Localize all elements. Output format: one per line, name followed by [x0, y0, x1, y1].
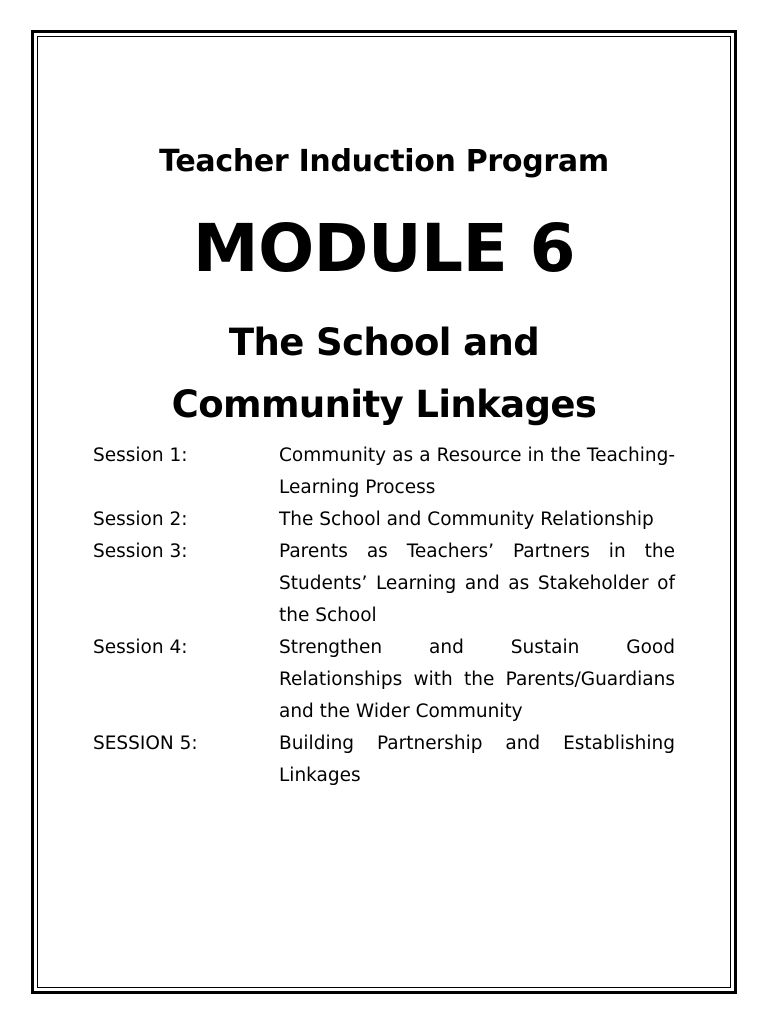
session-description: Building Partnership and Establishing Linkages: [279, 733, 675, 786]
subtitle-line-1: The School and: [228, 321, 540, 364]
session-description: The School and Community Relationship: [279, 509, 654, 530]
module-subtitle: [0, 312, 768, 436]
module-title: MODULE 6: [192, 210, 576, 287]
session-description: Strengthen and Sustain Good Relationships with the Parents/Guardians and the Wider Community: [279, 637, 675, 722]
session-row-5: [93, 728, 675, 792]
session-row-4: [93, 632, 675, 728]
subtitle-line-2: Community Linkages: [171, 383, 597, 426]
session-row-2: [93, 504, 675, 536]
session-label: Session 1:: [93, 445, 188, 466]
session-row-1: [93, 440, 675, 504]
session-label: Session 2:: [93, 509, 188, 530]
session-list: [93, 440, 675, 792]
session-description: Community as a Resource in the Teaching-Learning Process: [279, 445, 675, 498]
session-label: SESSION 5:: [93, 733, 198, 754]
session-label: Session 3:: [93, 541, 188, 562]
session-label: Session 4:: [93, 637, 188, 658]
session-description: Parents as Teachers’ Partners in the Students’ Learning and as Stakeholder of the School: [279, 541, 675, 626]
session-row-3: [93, 536, 675, 632]
program-title: Teacher Induction Program: [159, 144, 609, 179]
